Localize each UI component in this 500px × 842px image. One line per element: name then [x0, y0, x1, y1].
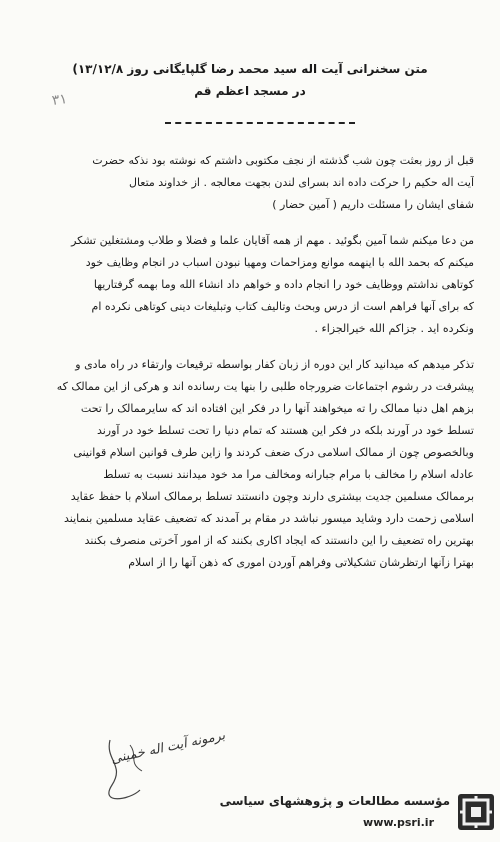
- institute-url: www.psri.ir: [363, 816, 434, 829]
- text-line: عادله اسلام را مخالف با مرام جبارانه ومخالف مرا مد خود میدانند نسبت به تسلط: [103, 468, 474, 481]
- text-line: وبالخصوص چون از ممالک اسلامی درک ضعف کردند وا زاین طرف قوانین اسلام قوانینی: [73, 446, 474, 459]
- text-line: قبل از روز بعثت چون شب گذشته از نجف مکتوبی داشتم که نوشته بود نذکه حضرت: [92, 154, 474, 167]
- text-line: کوتاهی نداشتم ووظایف خود را انجام داده و خواهم داد انشاء الله وما بهمه گرفتاریها: [93, 278, 474, 291]
- text-line: بهترا زآنها ارتظرشان تشکیلاتی وفراهم آوردن اموری که ذهن آنها را از اسلام: [128, 556, 474, 569]
- text-line: برممالک مسلمین جدیت بیشتری دارند وچون دانستند تسلط برممالک اسلام با حفظ عقاید: [70, 490, 474, 503]
- text-line: من دعا میکنم شما آمین بگوئید . مهم از همه آقایان علما و فضلا و طلاب ومشتغلین تشکر: [71, 234, 474, 247]
- text-line: میکنم که بحمد الله با اینهمه موانع ومزاحمات ومهیا نبودن اسباب در انجام وظایف خود: [85, 256, 474, 269]
- paragraph: [34, 150, 474, 216]
- speech-body: [34, 150, 474, 588]
- text-line: تذکر میدهم که میدانید کار این دوره از زبان کفار بواسطه ترقیعات وارتقاء در راه مادی و: [75, 358, 474, 371]
- text-line: ونکرده اید . جزاکم الله خیرالجزاء .: [314, 322, 474, 335]
- paragraph: [34, 230, 474, 340]
- text-line: بزهم اهل دنیا ممالک را ته میخواهند آنها را در فکر این افتاده اند که سایرممالک را تحت: [80, 402, 474, 415]
- text-line: آیت اله حکیم را حرکت داده اند بسرای لندن بجهت معالجه . از خداوند متعال: [128, 176, 474, 189]
- text-line: اسلامی زحمت دارد وشاید میسور نباشد در مقام بر آمدند که تضعیف عقاید مسلمین بنمایند: [64, 512, 474, 525]
- text-line: پیشرفت در رشوم اجتماعات ضرورجاه طلبی را بنها یت رسانده اند و هرکی از این ممالک که: [56, 380, 474, 393]
- header-separator: [165, 122, 355, 124]
- institute-watermark: [219, 790, 494, 838]
- speech-title: متن سخنرانی آیت اله سید محمد رضا گلپایگانی روز ۱۳/۱۲/۸): [72, 62, 428, 76]
- institute-logo-icon: [458, 794, 494, 830]
- handwritten-signature: برمونه آیت اله خمینی: [109, 728, 227, 767]
- text-line: شفای ایشان را مسئلت داریم ( آمین حضار ): [272, 198, 474, 211]
- text-line: بهترین راه تضعیف را این دانستند که ایجاد اکاری بکنند که از امور آخرتی منصرف بکنند: [84, 534, 474, 547]
- speech-location: در مسجد اعظم قم: [194, 84, 306, 98]
- text-line: تسلط خود در آورند بلکه در فکر این هستند که تمام دنیا را تحت تسلط خود در آورند: [96, 424, 474, 437]
- paragraph: [34, 354, 474, 574]
- institute-name: مؤسسه مطالعات و پژوهشهای سیاسی: [219, 794, 450, 808]
- document-header: [60, 60, 440, 100]
- page-number-mark: ۳۱: [50, 91, 69, 109]
- text-line: که برای آنها فراهم است از درس وبحث وتالیف کتاب وتبلیغات دینی کوتاهی نکرده ام: [91, 300, 474, 313]
